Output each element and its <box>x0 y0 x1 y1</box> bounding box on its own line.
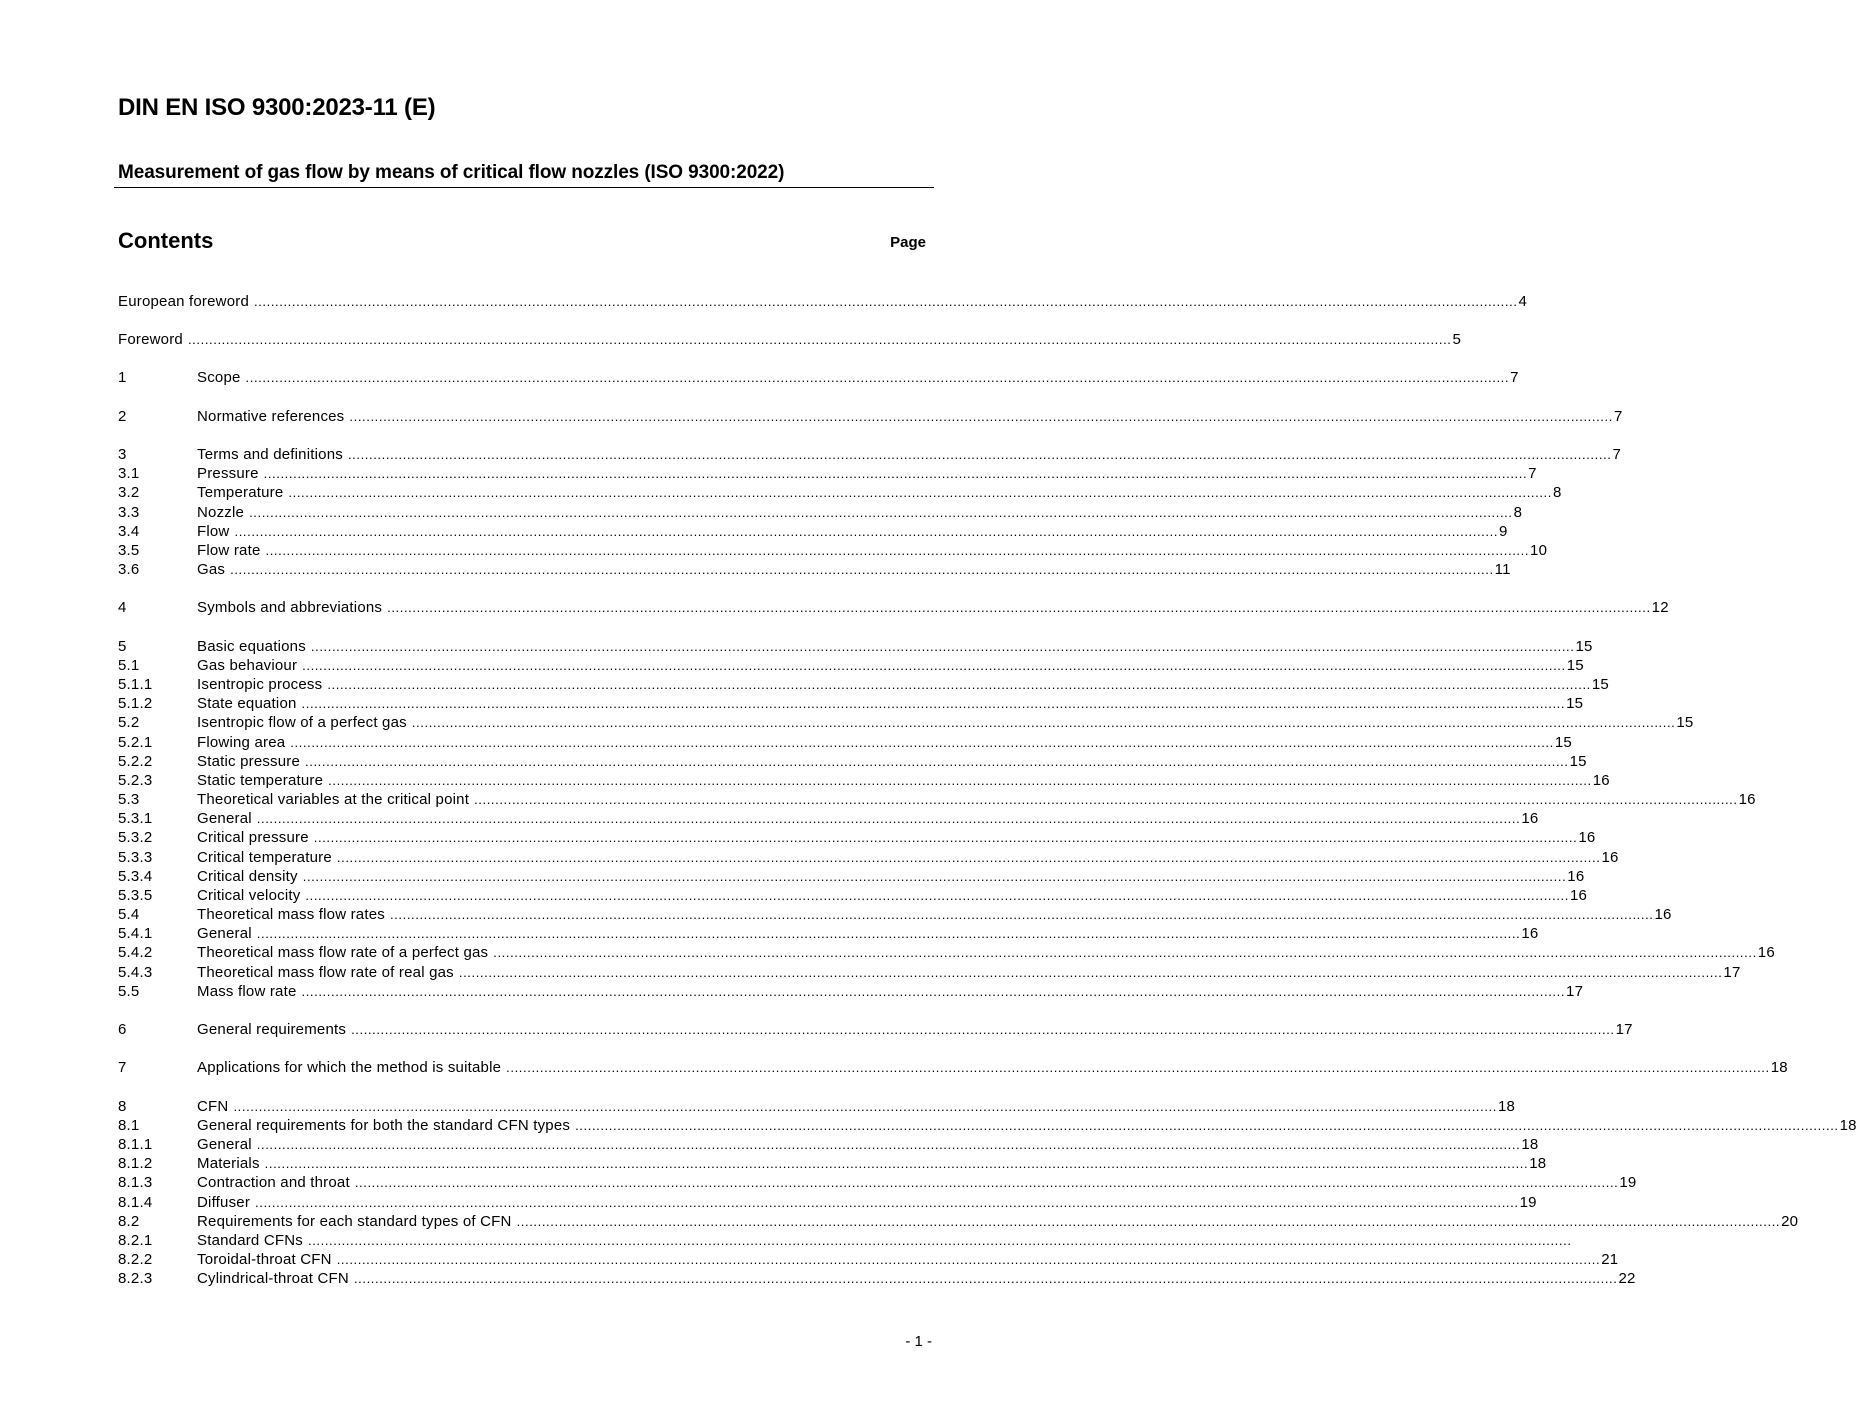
page-column-heading: Page <box>890 234 926 251</box>
toc-entry-page: 16 <box>1578 829 1596 846</box>
toc-entry-title: Theoretical variables at the critical point <box>197 791 470 808</box>
toc-entry-number: 5.1 <box>118 657 140 674</box>
toc-entry-page: 18 <box>1529 1155 1547 1172</box>
toc-entry[interactable] <box>118 522 1508 541</box>
toc-entry-number: 3.6 <box>118 561 140 578</box>
toc-entry-page: 12 <box>1651 599 1669 616</box>
toc-entry-page: 15 <box>1575 638 1593 655</box>
toc-dot-leader: ............................................................................................................................................................................................................................................................................................................ <box>353 1271 1618 1286</box>
toc-entry[interactable] <box>118 292 1528 311</box>
toc-entry-page: 18 <box>1521 1136 1539 1153</box>
toc-entry-number: 8.1.2 <box>118 1155 153 1172</box>
toc-entry[interactable] <box>118 675 1609 694</box>
toc-entry[interactable] <box>118 483 1562 502</box>
toc-entry[interactable] <box>118 407 1623 426</box>
toc-entry[interactable] <box>118 1058 1788 1077</box>
toc-dot-leader: ............................................................................................................................................................................................................................................................................................................ <box>264 1156 1529 1171</box>
toc-entry-page: 8 <box>1552 484 1562 501</box>
toc-entry[interactable] <box>118 1231 1572 1250</box>
toc-entry-number: 5.2.2 <box>118 753 153 770</box>
toc-entry[interactable] <box>118 924 1539 943</box>
toc-entry-page: 16 <box>1521 810 1539 827</box>
toc-entry-title: Critical temperature <box>197 849 332 866</box>
toc-entry-number: 5.2 <box>118 714 140 731</box>
toc-entry-number: 5.1.2 <box>118 695 153 712</box>
title-divider <box>114 187 934 188</box>
toc-dot-leader: ............................................................................................................................................................................................................................................................................................................ <box>301 696 1566 711</box>
toc-entry[interactable] <box>118 1154 1547 1173</box>
toc-entry-title: Normative references <box>197 408 345 425</box>
toc-entry-page: 21 <box>1601 1251 1619 1268</box>
toc-entry-page: 16 <box>1601 849 1619 866</box>
toc-entry-title: Foreword <box>118 331 183 348</box>
toc-entry-page: 16 <box>1738 791 1756 808</box>
toc-dot-leader: ............................................................................................................................................................................................................................................................................................................ <box>307 1233 1572 1248</box>
toc-entry-page: 7 <box>1612 446 1622 463</box>
toc-entry-number: 8.2.3 <box>118 1270 153 1287</box>
toc-entry-number: 5.3.1 <box>118 810 153 827</box>
toc-entry[interactable] <box>118 637 1593 656</box>
toc-entry-number: 2 <box>118 408 127 425</box>
toc-entry-number: 5.2.3 <box>118 772 153 789</box>
toc-entry[interactable] <box>118 790 1756 809</box>
toc-entry[interactable] <box>118 752 1587 771</box>
toc-entry[interactable] <box>118 330 1462 349</box>
toc-entry-title: Standard CFNs <box>197 1232 303 1249</box>
toc-entry-title: Critical velocity <box>197 887 301 904</box>
toc-dot-leader: ............................................................................................................................................................................................................................................................................................................ <box>302 869 1567 884</box>
toc-entry-title: Static temperature <box>197 772 324 789</box>
toc-dot-leader: ............................................................................................................................................................................................................................................................................................................ <box>411 715 1676 730</box>
toc-entry-page: 18 <box>1839 1117 1857 1134</box>
toc-entry[interactable] <box>118 368 1519 387</box>
toc-entry-number: 5.2.1 <box>118 734 153 751</box>
toc-entry-title: Cylindrical-throat CFN <box>197 1270 349 1287</box>
toc-entry-number: 4 <box>118 599 127 616</box>
toc-dot-leader: ............................................................................................................................................................................................................................................................................................................ <box>305 754 1569 769</box>
toc-entry-number: 8.1.1 <box>118 1136 153 1153</box>
toc-entry-page: 16 <box>1654 906 1672 923</box>
toc-dot-leader: ............................................................................................................................................................................................................................................................................................................ <box>351 1022 1615 1037</box>
toc-entry-title: General <box>197 1136 252 1153</box>
toc-entry-page: 15 <box>1676 714 1694 731</box>
toc-entry-title: Nozzle <box>197 504 245 521</box>
toc-entry-title: Toroidal-throat CFN <box>197 1251 332 1268</box>
toc-entry-number: 8.1.3 <box>118 1174 153 1191</box>
toc-dot-leader: ............................................................................................................................................................................................................................................................................................................ <box>458 965 1723 980</box>
toc-entry-title: CFN <box>197 1098 229 1115</box>
toc-dot-leader: ............................................................................................................................................................................................................................................................................................................ <box>234 524 1499 539</box>
toc-entry-page: 16 <box>1757 944 1775 961</box>
toc-entry-number: 3.3 <box>118 504 140 521</box>
toc-entry-page: 22 <box>1618 1270 1636 1287</box>
toc-entry[interactable] <box>118 963 1741 982</box>
toc-entry-number: 7 <box>118 1059 127 1076</box>
toc-dot-leader: ............................................................................................................................................................................................................................................................................................................ <box>302 658 1566 673</box>
toc-entry-title: Critical pressure <box>197 829 309 846</box>
toc-entry-number: 5.3 <box>118 791 140 808</box>
toc-entry-title: General requirements <box>197 1021 347 1038</box>
toc-entry-page: 10 <box>1530 542 1548 559</box>
toc-entry-title: Isentropic process <box>197 676 323 693</box>
toc-entry-number: 5.3.5 <box>118 887 153 904</box>
toc-dot-leader: ............................................................................................................................................................................................................................................................................................................ <box>256 926 1521 941</box>
toc-entry-title: Symbols and abbreviations <box>197 599 383 616</box>
toc-dot-leader: ............................................................................................................................................................................................................................................................................................................ <box>263 466 1528 481</box>
toc-entry-title: Gas <box>197 561 226 578</box>
toc-entry-page: 11 <box>1494 561 1511 578</box>
toc-entry[interactable] <box>118 694 1584 713</box>
toc-dot-leader: ............................................................................................................................................................................................................................................................................................................ <box>301 984 1566 999</box>
toc-entry-page: 7 <box>1510 369 1519 386</box>
toc-entry-number: 1 <box>118 369 127 386</box>
toc-dot-leader: ............................................................................................................................................................................................................................................................................................................ <box>313 830 1578 845</box>
toc-dot-leader: ............................................................................................................................................................................................................................................................................................................ <box>336 1252 1601 1267</box>
toc-dot-leader: ............................................................................................................................................................................................................................................................................................................ <box>354 1175 1619 1190</box>
toc-entry[interactable] <box>118 713 1694 732</box>
toc-entry-page: 7 <box>1613 408 1623 425</box>
toc-entry-page: 17 <box>1615 1021 1633 1038</box>
toc-entry[interactable] <box>118 943 1775 962</box>
toc-dot-leader: ............................................................................................................................................................................................................................................................................................................ <box>253 294 1518 309</box>
toc-dot-leader: ............................................................................................................................................................................................................................................................................................................ <box>256 1137 1521 1152</box>
toc-entry[interactable] <box>118 464 1537 483</box>
toc-entry[interactable] <box>118 503 1523 522</box>
toc-entry-number: 6 <box>118 1021 127 1038</box>
toc-entry-title: Flow rate <box>197 542 261 559</box>
toc-dot-leader: ............................................................................................................................................................................................................................................................................................................ <box>347 447 1612 462</box>
toc-dot-leader: ............................................................................................................................................................................................................................................................................................................ <box>290 735 1554 750</box>
toc-entry-title: Temperature <box>197 484 284 501</box>
toc-entry-number: 3.2 <box>118 484 140 501</box>
toc-entry[interactable] <box>118 848 1619 867</box>
toc-entry-page: 16 <box>1567 868 1585 885</box>
toc-entry[interactable] <box>118 1020 1633 1039</box>
toc-entry[interactable] <box>118 1173 1637 1192</box>
contents-heading: Contents <box>118 228 214 253</box>
toc-dot-leader: ............................................................................................................................................................................................................................................................................................................ <box>336 850 1601 865</box>
toc-dot-leader: ............................................................................................................................................................................................................................................................................................................ <box>288 485 1552 500</box>
toc-dot-leader: ............................................................................................................................................................................................................................................................................................................ <box>575 1118 1839 1133</box>
toc-entry[interactable] <box>118 828 1596 847</box>
toc-entry-title: Contraction and throat <box>197 1174 350 1191</box>
toc-dot-leader: ............................................................................................................................................................................................................................................................................................................ <box>389 907 1654 922</box>
toc-entry-page: 15 <box>1566 695 1584 712</box>
toc-entry[interactable] <box>118 656 1584 675</box>
toc-dot-leader: ............................................................................................................................................................................................................................................................................................................ <box>506 1060 1770 1075</box>
toc-entry-number: 8.2.1 <box>118 1232 153 1249</box>
toc-entry-page: 16 <box>1569 887 1588 904</box>
toc-entry-page: 15 <box>1569 753 1587 770</box>
toc-entry-title: Materials <box>197 1155 260 1172</box>
toc-entry-title: Flow <box>197 523 230 540</box>
toc-entry-title: Theoretical mass flow rate of real gas <box>197 964 454 981</box>
toc-entry-page: 17 <box>1723 964 1741 981</box>
toc-entry-title: General <box>197 925 252 942</box>
toc-entry-title: Scope <box>197 369 241 386</box>
toc-entry-page: 9 <box>1499 523 1508 540</box>
toc-dot-leader: ............................................................................................................................................................................................................................................................................................................ <box>255 1195 1519 1210</box>
toc-dot-leader: ............................................................................................................................................................................................................................................................................................................ <box>474 792 1738 807</box>
toc-dot-leader: ............................................................................................................................................................................................................................................................................................................ <box>245 370 1510 385</box>
toc-entry-number: 5.4.2 <box>118 944 153 961</box>
toc-entry-page: 4 <box>1518 293 1528 310</box>
toc-entry-page: 15 <box>1554 734 1572 751</box>
toc-entry-number: 8.2.2 <box>118 1251 153 1268</box>
toc-entry-page: 18 <box>1770 1059 1788 1076</box>
toc-entry-number: 5.4.3 <box>118 964 153 981</box>
toc-entry-title: Critical density <box>197 868 298 885</box>
toc-entry[interactable] <box>118 598 1669 617</box>
toc-entry[interactable] <box>118 1097 1516 1116</box>
toc-entry-number: 8 <box>118 1098 127 1115</box>
toc-entry[interactable] <box>118 809 1539 828</box>
toc-dot-leader: ............................................................................................................................................................................................................................................................................................................ <box>256 811 1521 826</box>
toc-dot-leader: ............................................................................................................................................................................................................................................................................................................ <box>187 332 1452 347</box>
toc-dot-leader: ............................................................................................................................................................................................................................................................................................................ <box>516 1214 1781 1229</box>
toc-entry[interactable] <box>118 982 1584 1001</box>
toc-entry-title: Flowing area <box>197 734 286 751</box>
toc-entry-title: Gas behaviour <box>197 657 298 674</box>
toc-entry-title: General <box>197 810 252 827</box>
toc-entry-number: 3.4 <box>118 523 140 540</box>
toc-dot-leader: ............................................................................................................................................................................................................................................................................................................ <box>493 945 1757 960</box>
toc-entry-number: 8.1.4 <box>118 1194 153 1211</box>
toc-entry-number: 5.1.1 <box>118 676 153 693</box>
toc-dot-leader: ............................................................................................................................................................................................................................................................................................................ <box>387 600 1651 615</box>
toc-entry[interactable] <box>118 445 1622 464</box>
toc-entry-number: 5.4 <box>118 906 140 923</box>
toc-entry-title: Terms and definitions <box>197 446 343 463</box>
toc-entry-title: Basic equations <box>197 638 306 655</box>
toc-entry-number: 5.4.1 <box>118 925 153 942</box>
toc-entry-page: 16 <box>1592 772 1610 789</box>
document-number: DIN EN ISO 9300:2023-11 (E) <box>118 94 436 121</box>
toc-entry-title: Isentropic flow of a perfect gas <box>197 714 407 731</box>
document-title: Measurement of gas flow by means of critical flow nozzles (ISO 9300:2022) <box>118 162 785 183</box>
toc-entry-page: 19 <box>1519 1194 1537 1211</box>
toc-entry-number: 8.1 <box>118 1117 140 1134</box>
toc-dot-leader: ............................................................................................................................................................................................................................................................................................................ <box>310 639 1575 654</box>
toc-entry-page: 17 <box>1566 983 1584 1000</box>
toc-entry-title: Theoretical mass flow rates <box>197 906 385 923</box>
toc-entry-title: General requirements for both the standard CFN types <box>197 1117 571 1134</box>
toc-entry-title: European foreword <box>118 293 249 310</box>
toc-entry-number: 3.5 <box>118 542 140 559</box>
toc-entry[interactable] <box>118 1250 1619 1269</box>
toc-entry-number: 3 <box>118 446 127 463</box>
toc-entry-title: Pressure <box>197 465 259 482</box>
toc-entry-title: Applications for which the method is suitable <box>197 1059 502 1076</box>
toc-entry[interactable] <box>118 1135 1539 1154</box>
toc-dot-leader: ............................................................................................................................................................................................................................................................................................................ <box>265 543 1530 558</box>
toc-entry-page: 19 <box>1619 1174 1637 1191</box>
toc-entry[interactable] <box>118 1212 1799 1231</box>
toc-entry[interactable] <box>118 1116 1857 1135</box>
toc-entry-title: Diffuser <box>197 1194 251 1211</box>
toc-entry[interactable] <box>118 905 1672 924</box>
toc-entry[interactable] <box>118 1269 1636 1288</box>
toc-entry-title: Static pressure <box>197 753 301 770</box>
toc-entry[interactable] <box>118 867 1585 886</box>
toc-entry-number: 5.3.2 <box>118 829 153 846</box>
toc-entry-page: 7 <box>1528 465 1537 482</box>
toc-entry-page: 15 <box>1591 676 1609 693</box>
toc-entry-title: Requirements for each standard types of CFN <box>197 1213 512 1230</box>
toc-entry-number: 8.2 <box>118 1213 140 1230</box>
toc-entry-page: 16 <box>1521 925 1539 942</box>
toc-entry-page: 15 <box>1566 657 1584 674</box>
toc-dot-leader: ............................................................................................................................................................................................................................................................................................................ <box>233 1099 1497 1114</box>
toc-entry-number: 5.5 <box>118 983 140 1000</box>
toc-entry[interactable] <box>118 560 1511 579</box>
toc-entry-number: 5.3.4 <box>118 868 153 885</box>
toc-entry[interactable] <box>118 541 1548 560</box>
toc-entry[interactable] <box>118 1193 1537 1212</box>
toc-entry-title: Theoretical mass flow rate of a perfect gas <box>197 944 489 961</box>
toc-dot-leader: ............................................................................................................................................................................................................................................................................................................ <box>327 677 1591 692</box>
toc-entry-title: Mass flow rate <box>197 983 297 1000</box>
toc-entry[interactable] <box>118 886 1588 905</box>
toc-entry-number: 5 <box>118 638 127 655</box>
toc-entry-page: 20 <box>1781 1213 1799 1230</box>
toc-dot-leader: ............................................................................................................................................................................................................................................................................................................ <box>249 505 1513 520</box>
toc-dot-leader: ............................................................................................................................................................................................................................................................................................................ <box>328 773 1592 788</box>
toc-entry-page: 8 <box>1513 504 1523 521</box>
toc-entry-number: 3.1 <box>118 465 140 482</box>
footer-page-number: - 1 - <box>905 1333 932 1350</box>
toc-dot-leader: ............................................................................................................................................................................................................................................................................................................ <box>305 888 1569 903</box>
toc-entry[interactable] <box>118 733 1572 752</box>
toc-entry-page: 18 <box>1497 1098 1516 1115</box>
toc-dot-leader: ............................................................................................................................................................................................................................................................................................................ <box>230 562 1494 577</box>
toc-dot-leader: ............................................................................................................................................................................................................................................................................................................ <box>349 409 1613 424</box>
toc-entry[interactable] <box>118 771 1610 790</box>
toc-entry-title: State equation <box>197 695 297 712</box>
toc-entry-number: 5.3.3 <box>118 849 153 866</box>
toc-entry-page: 5 <box>1452 331 1462 348</box>
